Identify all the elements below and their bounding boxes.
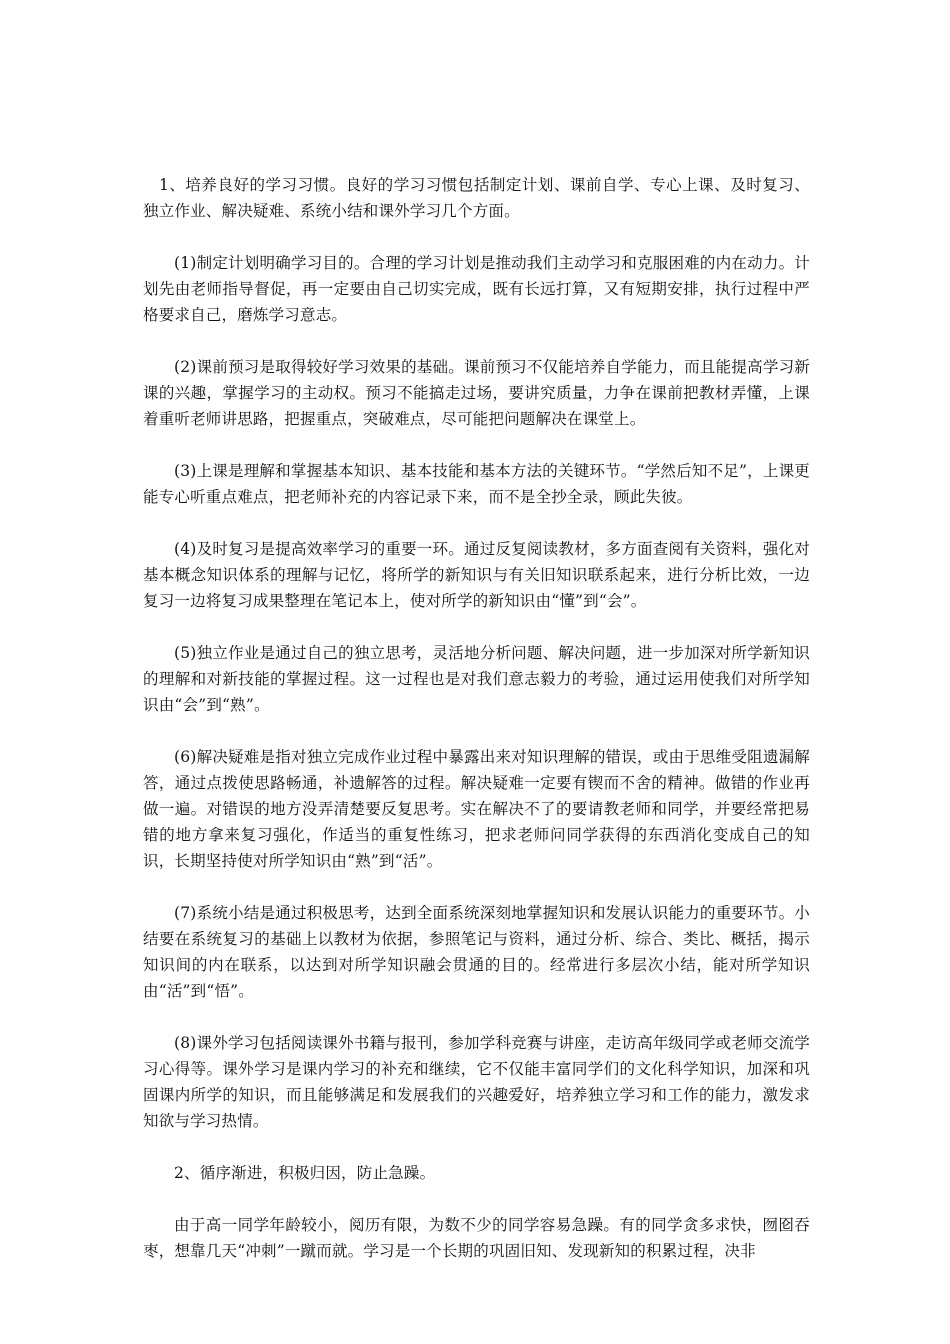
document-body <box>143 172 810 1290</box>
paragraph-preview: (2)课前预习是取得较好学习效果的基础。课前预习不仅能培养自学能力，而且能提高学习新课的兴趣，掌握学习的主动权。预习不能搞走过场，要讲究质量，力争在课前把教材弄懂，上课着重听老师讲思路，把握重点，突破难点，尽可能把问题解决在课堂上。 <box>143 358 810 428</box>
paragraph-step-by-step: 2、循序渐进，积极归因，防止急躁。 <box>174 1164 436 1182</box>
paragraph-habits-intro: 1、培养良好的学习习惯。良好的学习习惯包括制定计划、课前自学、专心上课、及时复习、独立作业、解决疑难、系统小结和课外学习几个方面。 <box>143 176 810 220</box>
paragraph-class: (3)上课是理解和掌握基本知识、基本技能和基本方法的关键环节。“学然后知不足”，上课更能专心听重点难点，把老师补充的内容记录下来，而不是全抄全录，顾此失彼。 <box>143 462 810 506</box>
paragraph-difficulties: (6)解决疑难是指对独立完成作业过程中暴露出来对知识理解的错误，或由于思维受阻遗漏解答，通过点拨使思路畅通，补遗解答的过程。解决疑难一定要有锲而不舍的精神。做错的作业再做一遍。对错误的地方没弄清楚要反复思考。实在解决不了的要请教老师和同学，并要经常把易错的地方拿来复习强化，作适当的重复性练习，把求老师问同学获得的东西消化变成自己的知识，长期坚持使对所学知识由“熟”到“活”。 <box>143 748 810 870</box>
paragraph-homework: (5)独立作业是通过自己的独立思考，灵活地分析问题、解决问题，进一步加深对所学新知识的理解和对新技能的掌握过程。这一过程也是对我们意志毅力的考验，通过运用使我们对所学知识由“会”到“熟”。 <box>143 644 810 714</box>
paragraph-review: (4)及时复习是提高效率学习的重要一环。通过反复阅读教材，多方面查阅有关资料，强化对基本概念知识体系的理解与记忆，将所学的新知识与有关旧知识联系起来，进行分析比效，一边复习一边将复习成果整理在笔记本上，使对所学的新知识由“懂”到“会”。 <box>143 540 810 610</box>
paragraph-extracurricular: (8)课外学习包括阅读课外书籍与报刊，参加学科竞赛与讲座，走访高年级同学或老师交流学习心得等。课外学习是课内学习的补充和继续，它不仅能丰富同学们的文化科学知识，加深和巩固课内所学的知识，而且能够满足和发展我们的兴趣爱好，培养独立学习和工作的能力，激发求知欲与学习热情。 <box>143 1034 810 1130</box>
paragraph-plan: (1)制定计划明确学习目的。合理的学习计划是推动我们主动学习和克服困难的内在动力。计划先由老师指导督促，再一定要由自己切实完成，既有长远打算，又有短期安排，执行过程中严格要求自己，磨炼学习意志。 <box>143 254 810 324</box>
paragraph-summary: (7)系统小结是通过积极思考，达到全面系统深刻地掌握知识和发展认识能力的重要环节。小结要在系统复习的基础上以教材为依据，参照笔记与资料，通过分析、综合、类比、概括，揭示知识间的内在联系，以达到对所学知识融会贯通的目的。经常进行多层次小结，能对所学知识由“活”到“悟”。 <box>143 904 810 1000</box>
paragraph-impatience: 由于高一同学年龄较小，阅历有限，为数不少的同学容易急躁。有的同学贪多求快，囫囵吞枣，想靠几天“冲刺”一蹴而就。学习是一个长期的巩固旧知、发现新知的积累过程，决非 <box>143 1216 810 1260</box>
